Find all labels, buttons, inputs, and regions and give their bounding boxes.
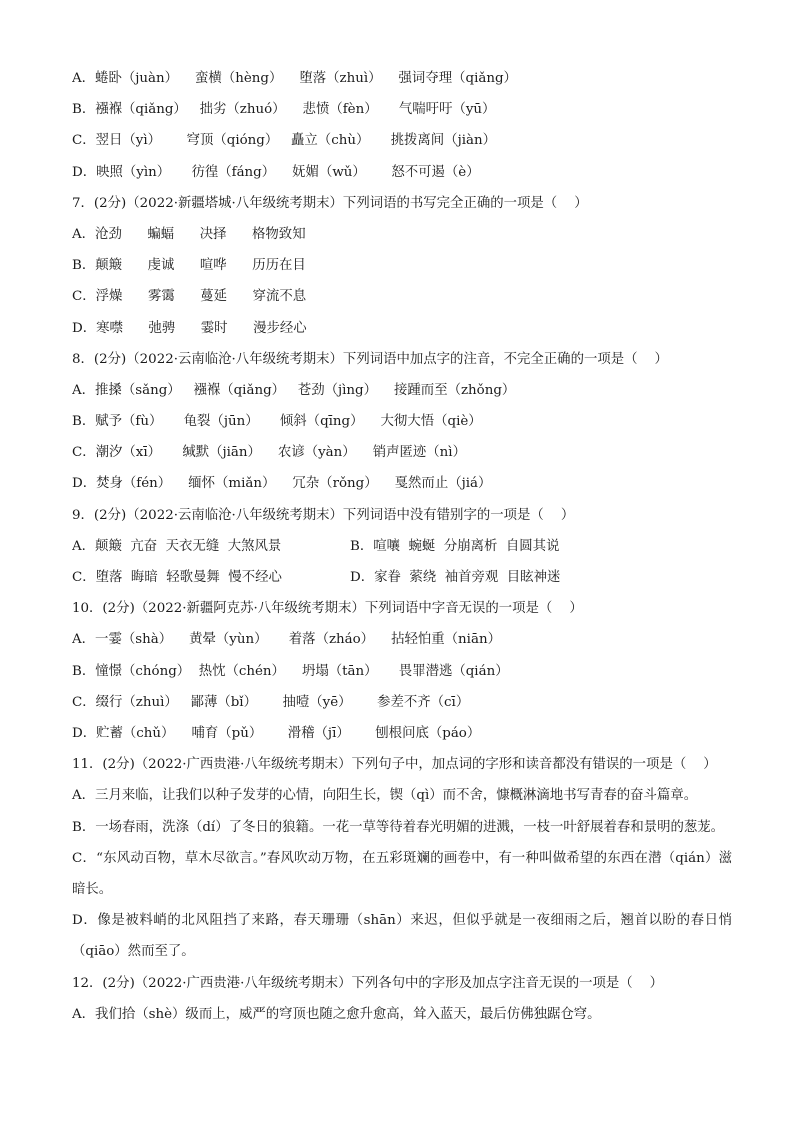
exam-page xyxy=(72,63,732,1030)
option: C．堕落 晦暗 轻歌曼舞 慢不经心 xyxy=(72,570,282,585)
line: B．襁褓（qiǎng） 拙劣（zhuó） 悲愤（fèn） 气喘吁吁（yū） xyxy=(72,102,496,118)
option: B．喧嚷 蜿蜒 分崩离析 自圆其说 xyxy=(350,538,560,554)
q9-row xyxy=(72,562,732,593)
line: A．一霎（shà） 黄晕（yùn） 着落（zháo） 拈轻怕重（niān） xyxy=(72,632,501,648)
line: A．沧劲 蝙蝠 决择 格物致知 xyxy=(72,226,306,242)
line: C．缀行（zhuì） 鄙薄（bǐ） 抽噎（yē） 参差不齐（cī） xyxy=(72,694,470,710)
line: A．我们拾（shè）级而上，威严的穹顶也随之愈升愈高，耸入蓝天，最后仿佛独踞仓穹。 xyxy=(72,1006,601,1022)
paragraph: A．三月来临，让我们以种子发芽的心情，向阳生长，锲（qì）而不舍，慷概淋滴地书写青春的奋斗篇章。 xyxy=(72,788,698,804)
question-12: 12．(2分)（2022·广西贵港·八年级统考期末）下列各句中的字形及加点字注音无误的一项是（ ） xyxy=(72,975,664,991)
option: D．家眷 萦绕 袖首旁观 目眩神迷 xyxy=(350,570,561,585)
line: B．颠簸 虔诚 喧哗 历历在目 xyxy=(72,258,306,274)
line: C．翌日（yì） 穹顶（qióng） 矗立（chù） 挑拨离间（jiàn） xyxy=(72,133,497,149)
question-11: 11．(2分)（2022·广西贵港·八年级统考期末）下列句子中，加点词的字形和读音都没有错误的一项是（ ） xyxy=(72,757,717,773)
line: C．潮汐（xī） 缄默（jiān） 农谚（yàn） 销声匿迹（nì） xyxy=(72,445,466,461)
question-9: 9．(2分)（2022·云南临沧·八年级统考期末）下列词语中没有错别字的一项是（ ） xyxy=(72,507,575,523)
paragraph: D．像是被料峭的北风阻挡了来路，春天珊珊（shān）来迟，但似乎就是一夜细雨之后，翘首以盼的春日悄（qiāo）然而至了。 xyxy=(72,913,732,960)
line: C．浮燥 雾霭 蔓延 穿流不息 xyxy=(72,289,307,305)
line: B．赋予（fù） 龟裂（jūn） 倾斜（qīng） 大彻大悟（qiè） xyxy=(72,414,482,430)
line: D．贮蓄（chǔ） 哺育（pǔ） 滑稽（jī） 刨根问底（páo） xyxy=(72,725,481,741)
paragraph: C．“东风动百物，草木尽欲言。”春风吹动万物，在五彩斑斓的画卷中，有一种叫做希望的东西在潜（qián）滋暗长。 xyxy=(72,850,732,897)
option: A．颠簸 亢奋 天衣无缝 大煞风景 xyxy=(72,538,282,554)
line: D．映照（yìn） 彷徨（fáng） 妩媚（wǔ） 怒不可遏（è） xyxy=(72,164,480,180)
line: A．蜷卧（juàn） 蛮横（hèng） 堕落（zhuì） 强词夺理（qiǎng） xyxy=(72,71,517,86)
line: B．憧憬（chóng） 热忱（chén） 坍塌（tān） 畏罪潜逃（qián） xyxy=(72,663,509,679)
line: D．寒噤 弛骋 霎时 漫步经心 xyxy=(72,320,307,336)
paragraph: B．一场春雨，洗涤（dí）了冬日的狼籍。一花一草等待着春光明媚的进溅，一枝一叶舒展着春和景明的葱茏。 xyxy=(72,819,725,835)
question-8: 8．(2分)（2022·云南临沧·八年级统考期末）下列词语中加点字的注音，不完全正确的一项是（ ） xyxy=(72,351,668,367)
question-10: 10．(2分)（2022·新疆阿克苏·八年级统考期末）下列词语中字音无误的一项是（ ） xyxy=(72,601,583,617)
q9-row xyxy=(72,531,732,562)
question-7: 7．(2分)（2022·新疆塔城·八年级统考期末）下列词语的书写完全正确的一项是（ ） xyxy=(72,195,588,211)
line: A．推搡（sǎng） 襁褓（qiǎng） 苍劲（jìng） 接踵而至（zhǒng） xyxy=(72,382,516,398)
line: D．焚身（fén） 缅怀（miǎn） 冗杂（rǒng） 戛然而止（jiá） xyxy=(72,476,492,492)
